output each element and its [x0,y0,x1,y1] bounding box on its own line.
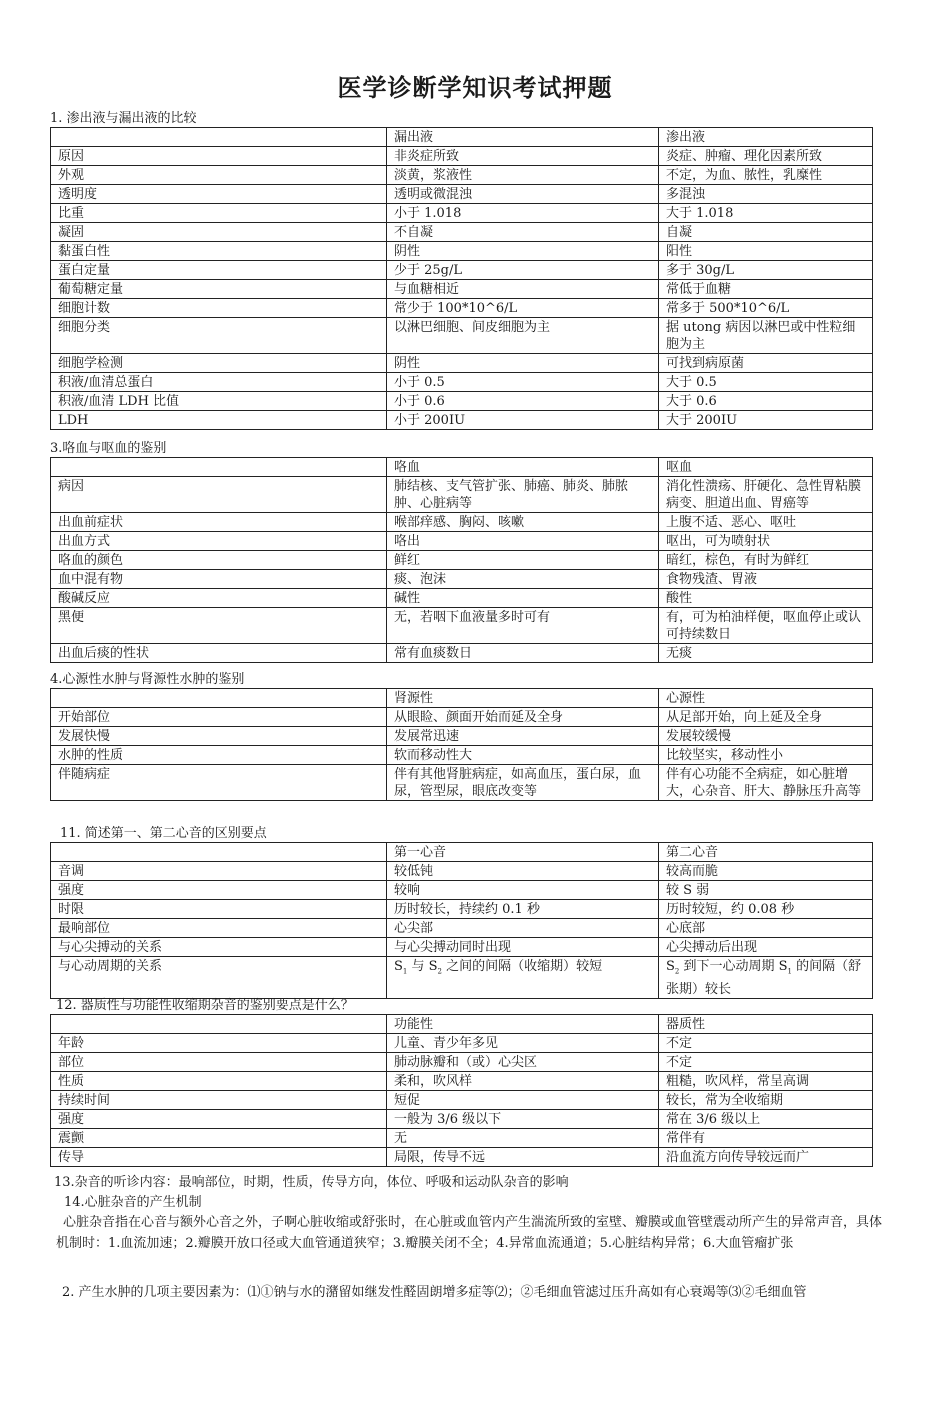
row-value-cell: 历时较短，约 0.08 秒 [659,900,873,919]
table-row [51,318,873,354]
row-value-cell: 短促 [387,1091,659,1110]
cell-text: S [394,959,403,974]
table-row [51,1148,873,1167]
row-label-cell: 凝固 [51,223,387,242]
header-cell: 器质性 [659,1015,873,1034]
row-label-cell: 时限 [51,900,387,919]
table-row [51,570,873,589]
row-value-cell: 透明或微混浊 [387,185,659,204]
row-value-cell: 比较坚实，移动性小 [659,746,873,765]
subscript-text: 2 [674,967,680,976]
row-label-cell: LDH [51,411,387,430]
row-label-cell: 强度 [51,881,387,900]
row-value-cell: 软而移动性大 [387,746,659,765]
section-heading: 12. 器质性与功能性收缩期杂音的鉴别要点是什么？ [56,998,354,1013]
table-row [51,644,873,663]
table-row [51,411,873,430]
table-row [51,185,873,204]
row-value-cell: 小于 1.018 [387,204,659,223]
table-row [51,477,873,513]
header-corner-cell [51,1015,387,1034]
row-value-cell: 可找到病原菌 [659,354,873,373]
row-label-cell: 水肿的性质 [51,746,387,765]
row-value-cell: 上腹不适、恶心、呕吐 [659,513,873,532]
row-value-cell: 较 S 弱 [659,881,873,900]
row-value-cell: 消化性溃疡、肝硬化、急性胃粘膜病变、胆道出血、胃癌等 [659,477,873,513]
row-value-cell: 较高而脆 [659,862,873,881]
row-value-cell: 小于 0.5 [387,373,659,392]
row-value-cell: 无，若咽下血液量多时可有 [387,608,659,644]
header-corner-cell [51,458,387,477]
row-label-cell: 震颤 [51,1129,387,1148]
row-label-cell: 强度 [51,1110,387,1129]
row-value-cell: 常在 3/6 级以上 [659,1110,873,1129]
row-value-cell: 自凝 [659,223,873,242]
table-row [51,589,873,608]
row-value-cell: 不定 [659,1034,873,1053]
row-value-cell: 较长，常为全收缩期 [659,1091,873,1110]
row-value-cell: 与血糖相近 [387,280,659,299]
row-value-cell: 不自凝 [387,223,659,242]
table-row [51,862,873,881]
row-value-cell: 较响 [387,881,659,900]
table-row [51,881,873,900]
comparison-table [50,457,873,663]
table-row [51,746,873,765]
row-value-cell: 小于 0.6 [387,392,659,411]
table-row [51,1091,873,1110]
row-value-cell: 多混浊 [659,185,873,204]
row-value-cell: 心尖搏动后出现 [659,938,873,957]
row-label-cell: 音调 [51,862,387,881]
row-value-cell: 沿血流方向传导较远而广 [659,1148,873,1167]
row-value-cell: 痰、泡沫 [387,570,659,589]
section-heading: 11. 简述第一、第二心音的区别要点 [60,826,267,841]
subscript-text: 1 [787,967,793,976]
row-value-cell: 常伴有 [659,1129,873,1148]
row-value-cell [659,957,873,999]
row-value-cell: 大于 0.5 [659,373,873,392]
header-cell: 渗出液 [659,128,873,147]
row-value-cell: 小于 200IU [387,411,659,430]
table-row [51,919,873,938]
row-value-cell: 以淋巴细胞、间皮细胞为主 [387,318,659,354]
table-row [51,938,873,957]
row-value-cell: 食物残渣、胃液 [659,570,873,589]
comparison-table [50,688,873,801]
row-label-cell: 部位 [51,1053,387,1072]
row-label-cell: 酸碱反应 [51,589,387,608]
row-value-cell [387,957,659,999]
cell-text: 到下一心动周期 S [679,959,788,974]
row-value-cell: 不定，为血、脓性，乳糜性 [659,166,873,185]
comparison-table [50,842,873,999]
row-value-cell: 鲜红 [387,551,659,570]
table-row [51,900,873,919]
comparison-table [50,127,873,430]
table-row [51,1129,873,1148]
row-label-cell: 积液/血清总蛋白 [51,373,387,392]
row-value-cell: 柔和，吹风样 [387,1072,659,1091]
row-label-cell: 传导 [51,1148,387,1167]
row-value-cell: 炎症、肿瘤、理化因素所致 [659,147,873,166]
row-label-cell: 细胞学检测 [51,354,387,373]
table-row [51,765,873,801]
row-value-cell: 无痰 [659,644,873,663]
table-row [51,373,873,392]
row-label-cell: 蛋白定量 [51,261,387,280]
row-label-cell: 与心尖搏动的关系 [51,938,387,957]
row-value-cell: 肺动脉瓣和（或）心尖区 [387,1053,659,1072]
row-label-cell: 原因 [51,147,387,166]
section-heading: 3.咯血与呕血的鉴别 [50,441,167,456]
table-row [51,280,873,299]
page-title: 医学诊断学知识考试押题 [337,73,613,102]
row-value-cell: 发展较缓慢 [659,727,873,746]
row-value-cell: 阴性 [387,242,659,261]
table-row [51,242,873,261]
row-value-cell: 粗糙，吹风样，常呈高调 [659,1072,873,1091]
table-row [51,1072,873,1091]
row-value-cell: 一般为 3/6 级以下 [387,1110,659,1129]
row-value-cell: 呕出，可为喷射状 [659,532,873,551]
header-cell: 第一心音 [387,843,659,862]
row-value-cell: 大于 200IU [659,411,873,430]
row-value-cell: 常少于 100*10^6/L [387,299,659,318]
row-value-cell: 阴性 [387,354,659,373]
table-row [51,299,873,318]
row-value-cell: 局限，传导不远 [387,1148,659,1167]
note-14-body: 心脏杂音指在心音与额外心音之外，子啊心脏收缩或舒张时，在心脏或血管内产生湍流所致的室壁、瓣膜或血管壁震动所产生的异常声音，具体机制时：1.血流加速；2.瓣膜开放口径或大血管通道狭窄；3.瓣膜关闭不全；4.异常血流通道；5.心脏结构异常；6.大血管瘤扩张 [56,1215,883,1251]
row-label-cell: 最响部位 [51,919,387,938]
row-value-cell: 不定 [659,1053,873,1072]
table-row [51,166,873,185]
row-value-cell: 喉部痒感、胸闷、咳嗽 [387,513,659,532]
row-value-cell: 多于 30g/L [659,261,873,280]
row-label-cell: 透明度 [51,185,387,204]
row-label-cell: 细胞计数 [51,299,387,318]
row-label-cell: 积液/血清 LDH 比值 [51,392,387,411]
section-heading: 4.心源性水肿与肾源性水肿的鉴别 [50,672,245,687]
table-header-row [51,843,873,862]
header-cell: 心源性 [659,689,873,708]
row-label-cell: 黑便 [51,608,387,644]
row-value-cell: 心尖部 [387,919,659,938]
row-label-cell: 葡萄糖定量 [51,280,387,299]
row-label-cell: 出血后痰的性状 [51,644,387,663]
table-row [51,1053,873,1072]
row-label-cell: 持续时间 [51,1091,387,1110]
table-header-row [51,1015,873,1034]
row-value-cell: 大于 0.6 [659,392,873,411]
row-value-cell: 少于 25g/L [387,261,659,280]
row-value-cell: 常多于 500*10^6/L [659,299,873,318]
row-label-cell: 外观 [51,166,387,185]
table-row [51,223,873,242]
row-value-cell: 大于 1.018 [659,204,873,223]
cell-text: 的间隔（舒张期）较长 [666,959,862,997]
row-value-cell: 酸性 [659,589,873,608]
row-value-cell: 淡黄，浆液性 [387,166,659,185]
header-cell: 肾源性 [387,689,659,708]
note-14-title: 14.心脏杂音的产生机制 [64,1195,202,1210]
row-value-cell: 常有血痰数日 [387,644,659,663]
table-row [51,513,873,532]
row-value-cell: 据 utong 病因以淋巴或中性粒细胞为主 [659,318,873,354]
table-row [51,1034,873,1053]
header-cell: 第二心音 [659,843,873,862]
header-corner-cell [51,128,387,147]
table-row [51,727,873,746]
row-label-cell: 发展快慢 [51,727,387,746]
row-value-cell: 较低钝 [387,862,659,881]
row-label-cell: 比重 [51,204,387,223]
table-row [51,261,873,280]
row-label-cell: 与心动周期的关系 [51,957,387,999]
row-value-cell: 咯出 [387,532,659,551]
row-value-cell: 肺结核、支气管扩张、肺癌、肺炎、肺脓肿、心脏病等 [387,477,659,513]
row-label-cell: 伴随病症 [51,765,387,801]
cell-text: 与 S [407,959,438,974]
row-value-cell: 伴有其他肾脏病症，如高血压，蛋白尿，血尿，管型尿，眼底改变等 [387,765,659,801]
table-row [51,708,873,727]
comparison-table [50,1014,873,1167]
section-heading: 1. 渗出液与漏出液的比较 [50,111,197,126]
row-label-cell: 血中混有物 [51,570,387,589]
row-value-cell: 发展常迅速 [387,727,659,746]
row-value-cell: 儿童、青少年多见 [387,1034,659,1053]
table-row [51,532,873,551]
header-cell: 功能性 [387,1015,659,1034]
row-value-cell: 有，可为柏油样便，呕血停止或认可持续数日 [659,608,873,644]
row-label-cell: 出血前症状 [51,513,387,532]
row-value-cell: 心底部 [659,919,873,938]
table-header-row [51,458,873,477]
row-value-cell: 与心尖搏动同时出现 [387,938,659,957]
table-row [51,147,873,166]
note-13: 13.杂音的听诊内容：最响部位，时期，性质，传导方向，体位、呼吸和运动队杂音的影响 [54,1175,569,1190]
note-2: 2. 产生水肿的几项主要因素为：⑴①钠与水的潴留如继发性醛固朗增多症等⑵；②毛细血管滤过压升高如有心衰竭等⑶②毛细血管 [62,1285,807,1300]
row-value-cell: 暗红，棕色，有时为鲜红 [659,551,873,570]
table-row [51,204,873,223]
row-value-cell: 从眼睑、颜面开始而延及全身 [387,708,659,727]
table-row [51,354,873,373]
row-label-cell: 病因 [51,477,387,513]
row-value-cell: 伴有心功能不全病症，如心脏增大，心杂音、肝大、静脉压升高等 [659,765,873,801]
row-label-cell: 黏蛋白性 [51,242,387,261]
row-value-cell: 无 [387,1129,659,1148]
header-cell: 咯血 [387,458,659,477]
row-label-cell: 年龄 [51,1034,387,1053]
row-label-cell: 咯血的颜色 [51,551,387,570]
table-header-row [51,128,873,147]
cell-text: 之间的间隔（收缩期）较短 [442,959,603,974]
row-label-cell: 性质 [51,1072,387,1091]
row-label-cell: 细胞分类 [51,318,387,354]
header-corner-cell [51,689,387,708]
row-value-cell: 常低于血糖 [659,280,873,299]
table-row [51,1110,873,1129]
row-label-cell: 开始部位 [51,708,387,727]
table-row [51,551,873,570]
cell-text: S [666,959,675,974]
table-header-row [51,689,873,708]
table-row [51,957,873,999]
header-corner-cell [51,843,387,862]
row-value-cell: 碱性 [387,589,659,608]
subscript-text: 2 [437,967,443,976]
table-row [51,608,873,644]
row-value-cell: 非炎症所致 [387,147,659,166]
row-value-cell: 阳性 [659,242,873,261]
row-value-cell: 从足部开始，向上延及全身 [659,708,873,727]
row-label-cell: 出血方式 [51,532,387,551]
header-cell: 漏出液 [387,128,659,147]
header-cell: 呕血 [659,458,873,477]
table-row [51,392,873,411]
subscript-text: 1 [402,967,408,976]
row-value-cell: 历时较长，持续约 0.1 秒 [387,900,659,919]
